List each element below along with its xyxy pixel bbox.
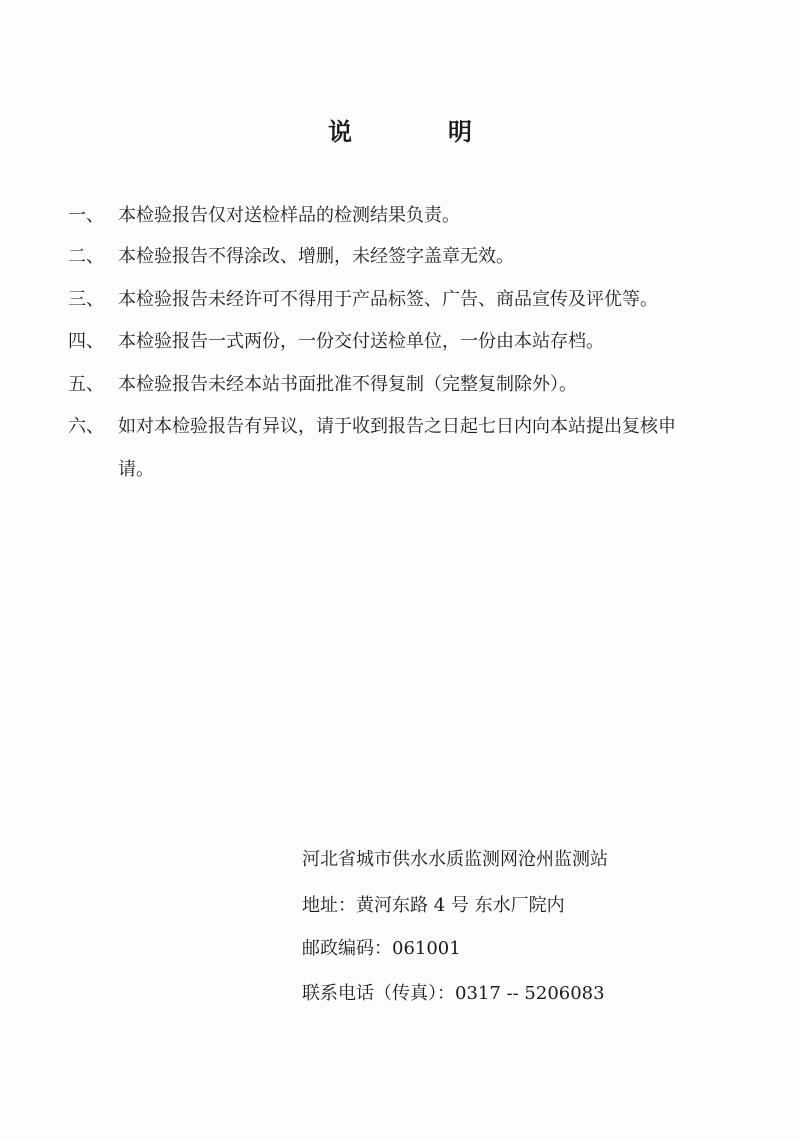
list-item-5 [68, 373, 577, 397]
item-text: 本检验报告仅对送检样品的检测结果负责。 [118, 205, 460, 226]
item-text: 本检验报告不得涂改、增删，未经签字盖章无效。 [118, 246, 514, 267]
item-number: 三、 [68, 289, 104, 310]
title-char-2: 明 [448, 117, 472, 146]
list-item-1 [68, 204, 460, 228]
page-title [0, 112, 800, 147]
address: 地址：黄河东路 4 号 东水厂院内 [302, 895, 565, 916]
list-item-6 [68, 415, 676, 439]
postcode: 邮政编码：061001 [302, 938, 461, 959]
phone-fax: 联系电话（传真）：0317 -- 5206083 [302, 983, 605, 1004]
organization-name: 河北省城市供水水质监测网沧州监测站 [302, 849, 608, 870]
item-number: 四、 [68, 331, 104, 352]
list-item-4 [68, 330, 604, 354]
item-number: 六、 [68, 416, 104, 437]
list-item-3 [68, 288, 658, 312]
item-text: 如对本检验报告有异议，请于收到报告之日起七日内向本站提出复核申 [118, 416, 676, 437]
item-number: 二、 [68, 246, 104, 267]
item-text: 本检验报告一式两份，一份交付送检单位，一份由本站存档。 [118, 331, 604, 352]
list-item-2 [68, 245, 514, 269]
item-text: 本检验报告未经许可不得用于产品标签、广告、商品宣传及评优等。 [118, 289, 658, 310]
item-number: 五、 [68, 374, 104, 395]
title-char-1: 说 [328, 117, 352, 146]
item-text: 本检验报告未经本站书面批准不得复制（完整复制除外）。 [118, 374, 577, 395]
list-item-6-continuation: 请。 [118, 459, 154, 480]
item-number: 一、 [68, 205, 104, 226]
